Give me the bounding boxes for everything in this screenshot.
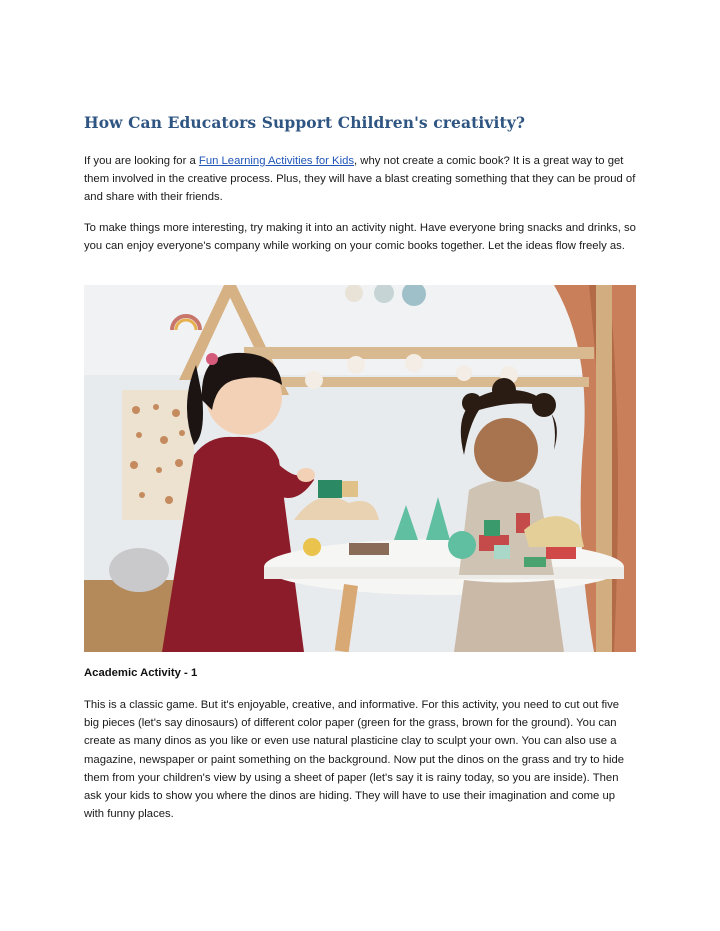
activity-description-paragraph: This is a classic game. But it's enjoyable, creative, and informative. For this activity, you need to cut out five big pieces (let's say dinosaurs) of different color paper (green for the grass, brown for the ground). You can create as many dinos as you like or even use natural plasticine clay to sculpt your own. You can also use a magazine, newspaper or paint something on the background. Now put the dinos on the grass and try to hide them from your children's view by using a sheet of paper (let's say it is rainy today, so you are inside). Then ask your kids to show you where the dinos are hiding. They will have to use their imagination and come up with funny places. bbox=[84, 699, 625, 821]
intro-text-before-link: If you are looking for a bbox=[84, 155, 199, 167]
intro-paragraph bbox=[84, 152, 636, 207]
activity-night-paragraph: To make things more interesting, try making it into an activity night. Have everyone bring snacks and drinks, so you can enjoy everyone's company while working on your comic books together. Let the ideas flow freely as. bbox=[84, 222, 636, 253]
children-playing-photo bbox=[84, 285, 636, 652]
fun-learning-activities-link[interactable]: Fun Learning Activities for Kids bbox=[198, 155, 355, 167]
intro-text-after-link: , why not create a comic book? It is a great way to get them involved in the creative process. Plus, they will have a blast creating something that they can be proud of and share with their friends. bbox=[84, 155, 636, 204]
photo-illustration bbox=[84, 285, 636, 652]
academic-activity-heading: Academic Activity - 1 bbox=[84, 667, 198, 679]
article-title: How Can Educators Support Children's creativity? bbox=[84, 113, 526, 132]
